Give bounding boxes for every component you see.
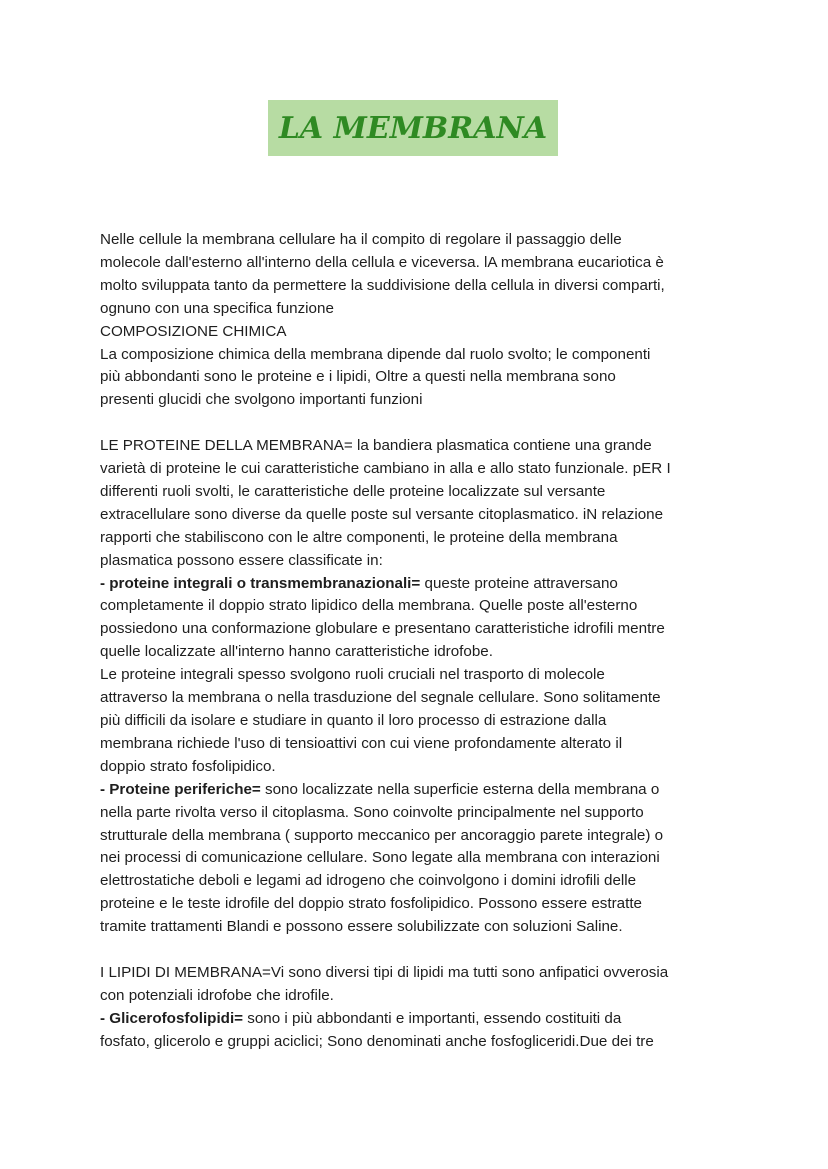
text-line bbox=[100, 573, 740, 596]
term-label: - proteine integrali o transmembranazionali= bbox=[100, 574, 421, 592]
text-line: doppio strato fosfolipidico. bbox=[100, 757, 276, 775]
text-span: sono localizzate nella superficie esterna della membrana o bbox=[260, 780, 660, 798]
text-line: differenti ruoli svolti, le caratteristiche delle proteine localizzate sul versante bbox=[100, 482, 606, 500]
text-span: sono i più abbondanti e importanti, essendo costituiti da bbox=[243, 1009, 622, 1027]
text-line: possiedono una conformazione globulare e presentano caratteristiche idrofili mentre bbox=[100, 620, 665, 638]
term-label: - Glicerofosfolipidi= bbox=[100, 1009, 244, 1027]
text-line: nella parte rivolta verso il citoplasma. Sono coinvolte principalmente nel supporto bbox=[100, 803, 644, 821]
text-line: più difficili da isolare e studiare in quanto il loro processo di estrazione dalla bbox=[100, 712, 607, 730]
text-line: nei processi di comunicazione cellulare. Sono legate alla membrana con interazioni bbox=[100, 849, 660, 867]
intro-paragraph bbox=[100, 229, 740, 321]
text-line: attraverso la membrana o nella trasduzione del segnale cellulare. Sono solitamente bbox=[100, 689, 661, 707]
document-body bbox=[100, 229, 740, 1054]
glycerophospholipids-item bbox=[100, 1008, 740, 1054]
text-line: Nelle cellule la membrana cellulare ha il compito di regolare il passaggio delle bbox=[100, 231, 622, 248]
text-line: con potenziali idrofobe che idrofile. bbox=[100, 986, 334, 1004]
term-label: - Proteine periferiche= bbox=[100, 780, 261, 798]
text-line: tramite trattamenti Blandi e possono essere solubilizzate con soluzioni Saline. bbox=[100, 918, 623, 936]
text-line: La composizione chimica della membrana dipende dal ruolo svolto; le componenti bbox=[100, 345, 651, 363]
text-line: extracellulare sono diverse da quelle poste sul versante citoplasmatico. iN relazione bbox=[100, 505, 664, 523]
text-line: plasmatica possono essere classificate in: bbox=[100, 551, 383, 569]
text-line: proteine e le teste idrofile del doppio strato fosfolipidico. Possono essere estratte bbox=[100, 895, 643, 913]
text-line: LE PROTEINE DELLA MEMBRANA= la bandiera plasmatica contiene una grande bbox=[100, 437, 652, 455]
text-line: membrana richiede l'uso di tensioattivi con cui viene profondamente alterato il bbox=[100, 734, 623, 752]
text-line: elettrostatiche deboli e legami ad idrogeno che coinvolgono i domini idrofili delle bbox=[100, 872, 637, 890]
text-line: strutturale della membrana ( supporto meccanico per ancoraggio parete integrale) o bbox=[100, 826, 664, 844]
page-title: LA MEMBRANA bbox=[278, 110, 548, 146]
text-line: varietà di proteine le cui caratteristiche cambiano in alla e allo stato funzionale. pER I bbox=[100, 460, 671, 478]
lipids-section bbox=[100, 962, 740, 1008]
text-line: presenti glucidi che svolgono importanti funzioni bbox=[100, 391, 423, 409]
title-banner bbox=[268, 100, 558, 156]
text-line: Le proteine integrali spesso svolgono ruoli cruciali nel trasporto di molecole bbox=[100, 666, 605, 684]
integral-proteins-item bbox=[100, 573, 740, 779]
text-span: queste proteine attraversano bbox=[420, 574, 618, 592]
text-line: molto sviluppata tanto da permettere la suddivisione della cellula in diversi comparti, bbox=[100, 276, 665, 294]
text-line: ognuno con una specifica funzione bbox=[100, 299, 334, 317]
peripheral-proteins-item bbox=[100, 779, 740, 939]
text-line bbox=[100, 1008, 740, 1031]
proteins-section bbox=[100, 435, 740, 572]
paragraph-gap bbox=[100, 939, 740, 962]
text-line: quelle localizzate all'interno hanno caratteristiche idrofobe. bbox=[100, 643, 493, 661]
section-heading: COMPOSIZIONE CHIMICA bbox=[100, 322, 287, 340]
text-line: molecole dall'esterno all'interno della cellula e viceversa. lA membrana eucariotica è bbox=[100, 253, 664, 271]
paragraph-gap bbox=[100, 412, 740, 435]
composition-section bbox=[100, 321, 740, 413]
text-line: più abbondanti sono le proteine e i lipidi, Oltre a questi nella membrana sono bbox=[100, 368, 616, 386]
text-line: completamente il doppio strato lipidico della membrana. Quelle poste all'esterno bbox=[100, 597, 638, 615]
text-line bbox=[100, 779, 740, 802]
text-line: I LIPIDI DI MEMBRANA=Vi sono diversi tipi di lipidi ma tutti sono anfipatici ovverosia bbox=[100, 963, 669, 981]
text-line: fosfato, glicerolo e gruppi aciclici; Sono denominati anche fosfogliceridi.Due dei tre bbox=[100, 1032, 654, 1050]
text-line: rapporti che stabiliscono con le altre componenti, le proteine della membrana bbox=[100, 528, 618, 546]
